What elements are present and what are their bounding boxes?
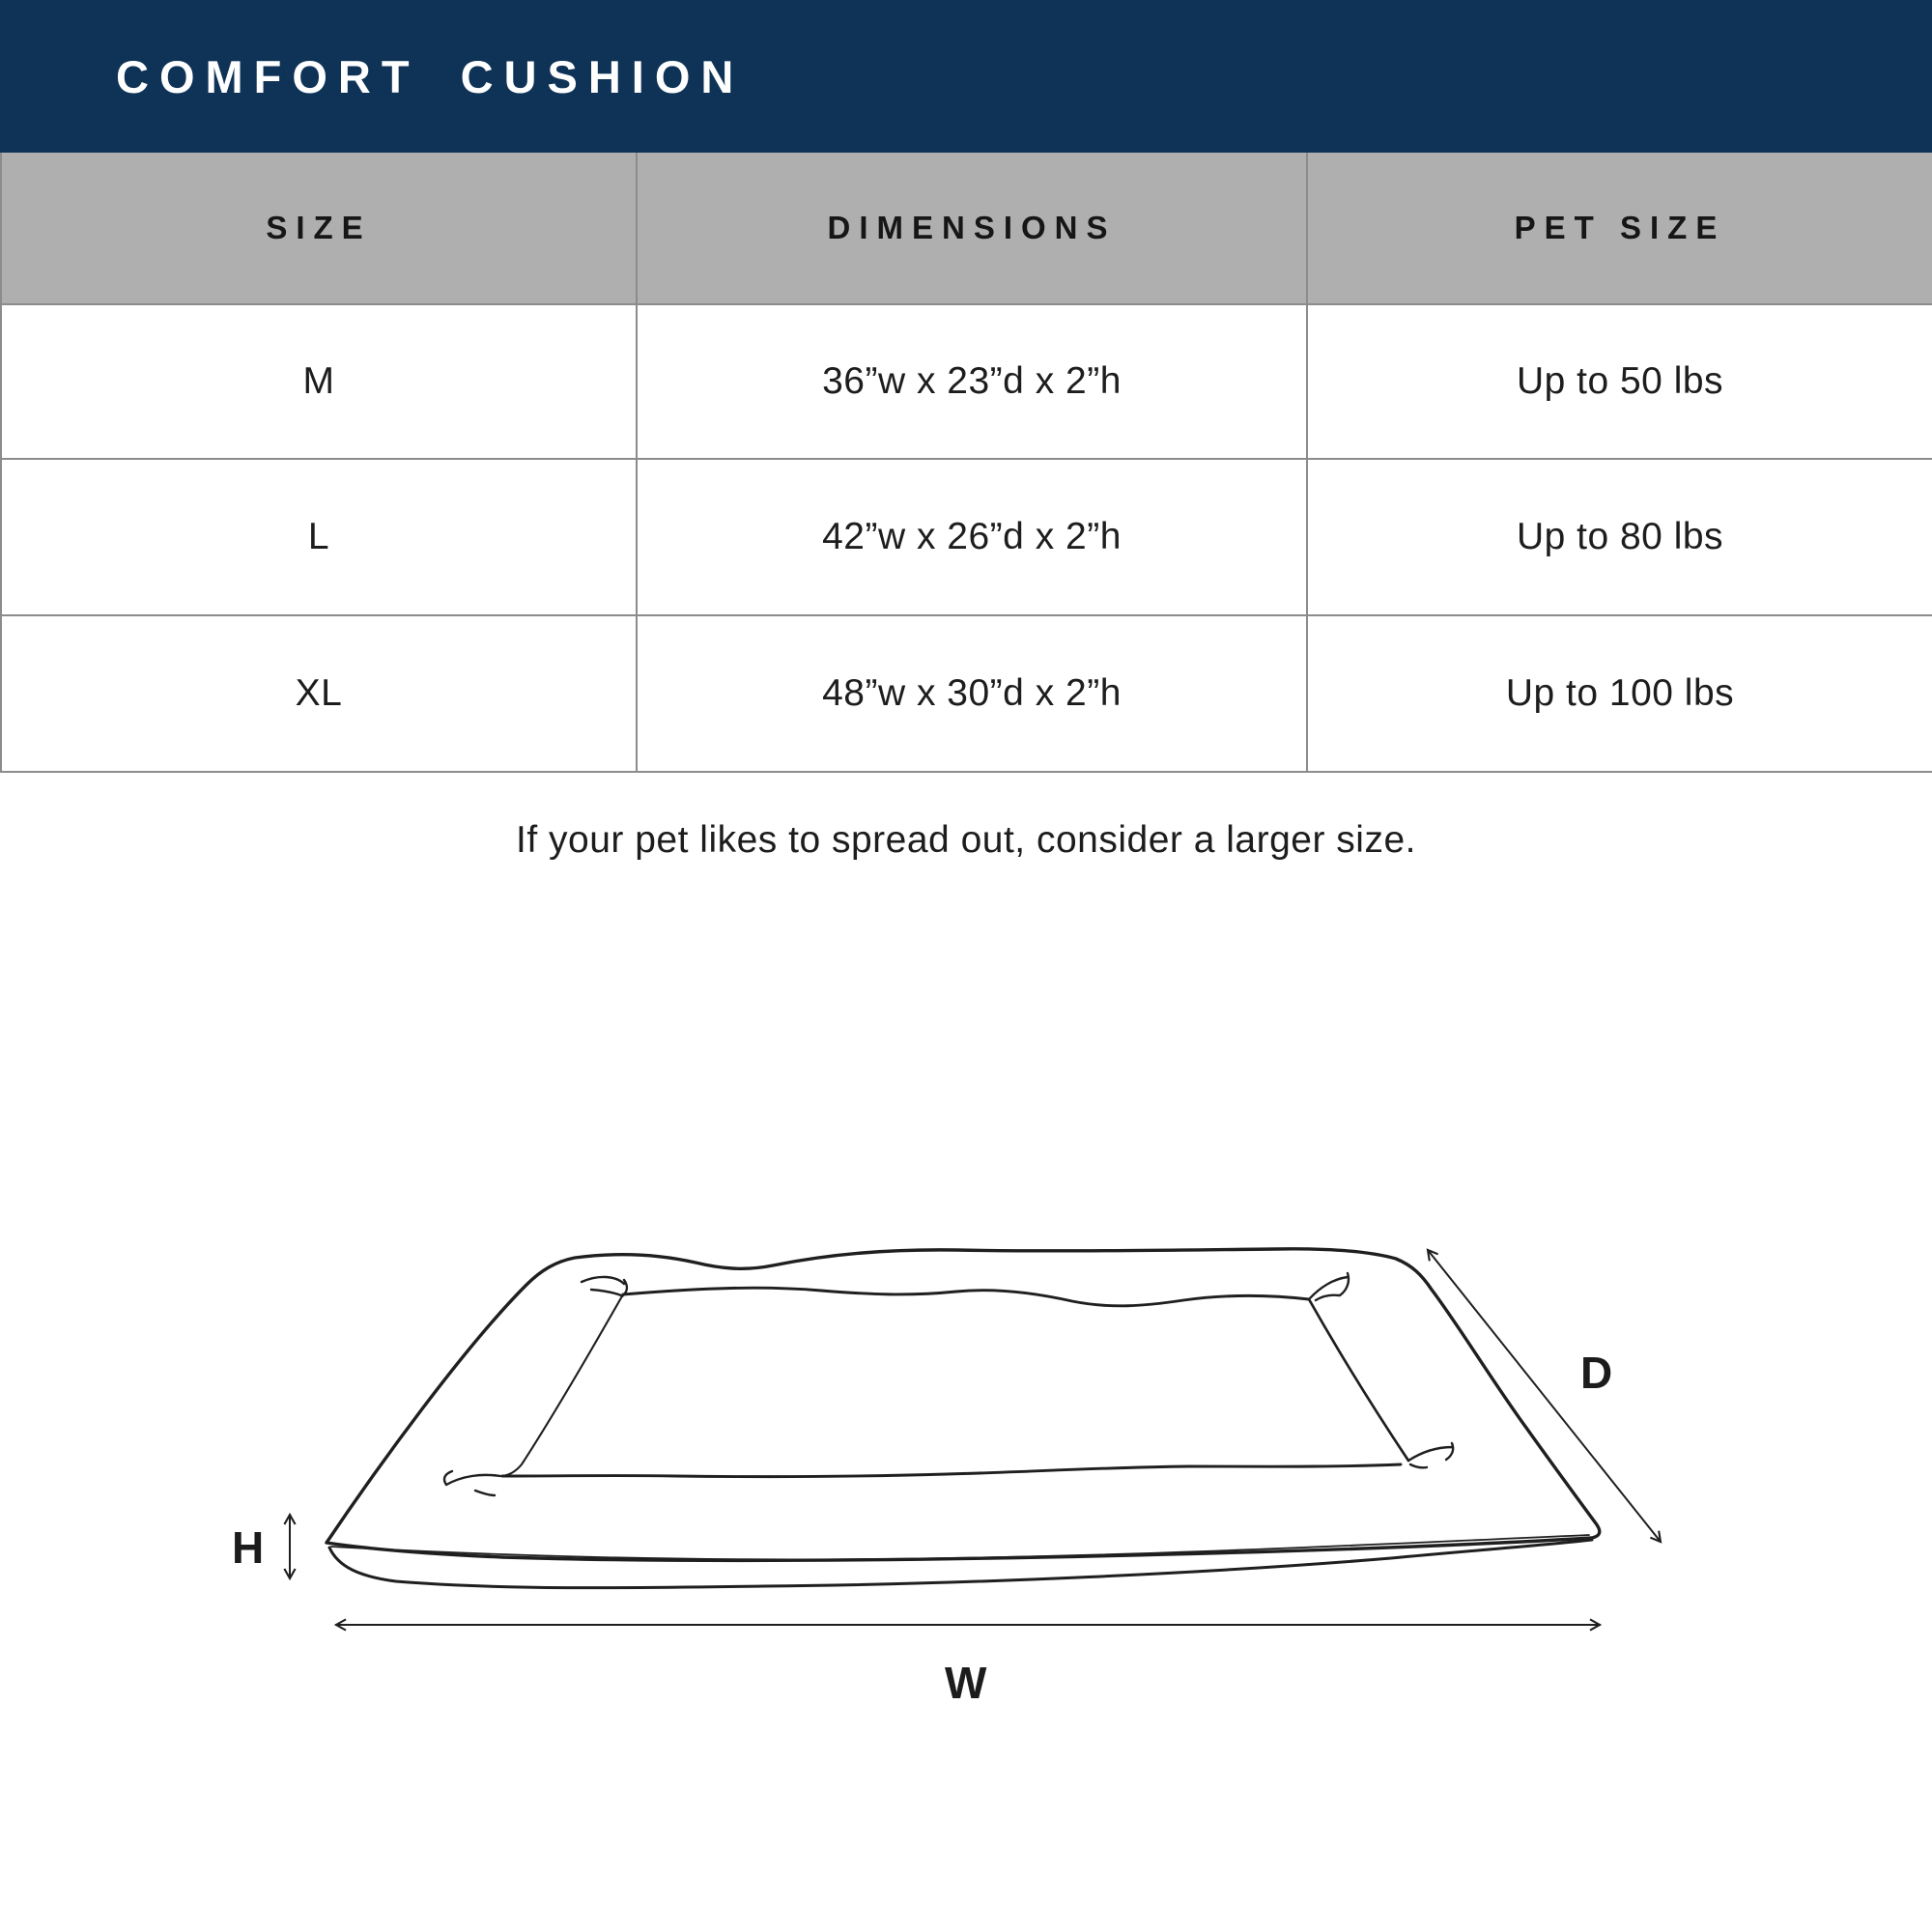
depth-label: D — [1580, 1348, 1613, 1398]
sizing-note: If your pet likes to spread out, consider a larger size. — [516, 819, 1416, 861]
tuft-top-right — [1309, 1273, 1349, 1300]
pet-size-cell: Up to 100 lbs — [1308, 616, 1932, 773]
pet-size-cell: Up to 50 lbs — [1308, 305, 1932, 460]
inner-rim-left-seam — [502, 1294, 623, 1476]
column-header-dimensions: DIMENSIONS — [638, 153, 1308, 305]
cushion-outer-outline — [327, 1249, 1600, 1561]
dimensions-cell: 36”w x 23”d x 2”h — [638, 305, 1308, 460]
column-header-pet-size: PET SIZE — [1308, 153, 1932, 305]
tuft-bottom-right — [1408, 1443, 1453, 1467]
inner-rim-right-seam — [1309, 1299, 1408, 1461]
inner-rim-bottom-edge — [502, 1464, 1401, 1477]
size-cell: M — [2, 305, 638, 460]
dimensions-cell: 42”w x 26”d x 2”h — [638, 460, 1308, 616]
inner-rim-top-edge — [623, 1288, 1309, 1306]
height-label: H — [232, 1522, 265, 1573]
pet-size-cell: Up to 80 lbs — [1308, 460, 1932, 616]
column-header-size: SIZE — [2, 153, 638, 305]
tuft-top-left — [582, 1277, 627, 1296]
tuft-bottom-left — [444, 1471, 500, 1495]
depth-arrow — [1428, 1250, 1661, 1542]
size-cell: L — [2, 460, 638, 616]
size-cell: XL — [2, 616, 638, 773]
dimensions-cell: 48”w x 30”d x 2”h — [638, 616, 1308, 773]
product-title: COMFORT CUSHION — [116, 50, 745, 102]
width-label: W — [945, 1658, 987, 1708]
